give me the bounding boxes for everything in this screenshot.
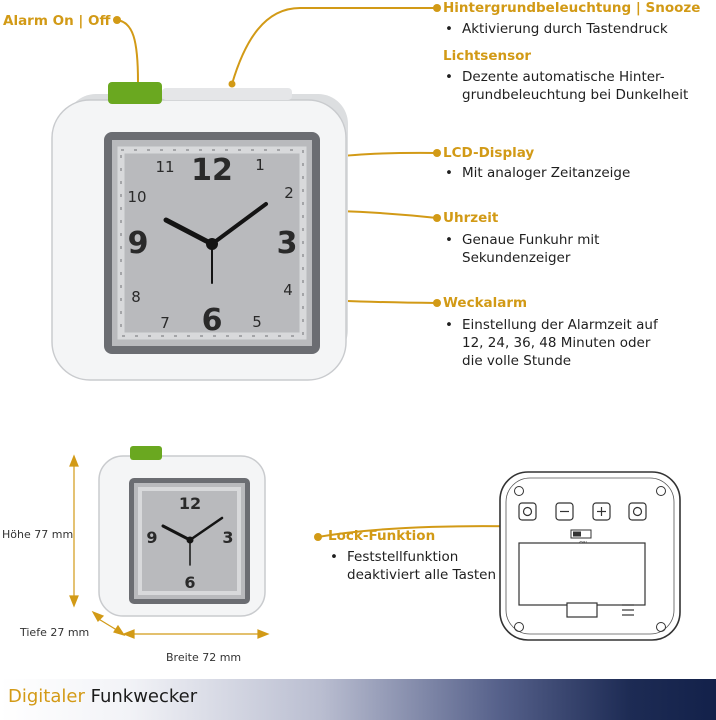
- backlight-title: Hintergrundbeleuchtung | Snooze: [443, 0, 701, 16]
- light-sensor-list: [443, 68, 713, 104]
- svg-text:7: 7: [160, 314, 170, 332]
- leader-backlight: [232, 8, 437, 84]
- list-item: • Genaue Funkuhr mit Sekundenzeiger: [443, 231, 713, 267]
- battery-cover: [519, 543, 645, 605]
- lock-title: Lock-Funktion: [328, 528, 436, 544]
- time-list: [443, 231, 713, 267]
- footer-title: [8, 686, 197, 707]
- back-button-radio[interactable]: [629, 503, 646, 520]
- leader-alarm: [117, 20, 138, 82]
- list-item: • Dezente automatische Hinter- grundbeleuchtung bei Dunkelheit: [443, 68, 713, 104]
- svg-text:9: 9: [127, 226, 149, 261]
- large-clock: [52, 82, 348, 380]
- footer-word-1: Digitaler: [8, 686, 85, 707]
- list-item: • Aktivierung durch Tastendruck: [443, 20, 713, 38]
- depth-dimension: Tiefe 27 mm: [20, 626, 90, 639]
- svg-text:3: 3: [276, 226, 298, 261]
- lcd-list: [443, 164, 713, 182]
- clock-back-view: [500, 472, 680, 640]
- small-clock: [99, 446, 265, 616]
- wake-list: [443, 316, 713, 370]
- list-item: • Einstellung der Alarmzeit auf 12, 24, 36, 48 Minuten oder die volle Stunde: [443, 316, 713, 370]
- svg-text:12: 12: [178, 494, 202, 513]
- svg-text:5: 5: [252, 313, 262, 331]
- svg-text:10: 10: [127, 188, 147, 206]
- alarm-switch[interactable]: [108, 82, 162, 104]
- wake-title: Weckalarm: [443, 295, 528, 311]
- list-item: • Mit analoger Zeitanzeige: [443, 164, 713, 182]
- backlight-list: [443, 20, 713, 38]
- lock-list: [328, 548, 498, 584]
- svg-text:8: 8: [131, 288, 141, 306]
- light-sensor-title: Lichtsensor: [443, 48, 532, 64]
- svg-text:1: 1: [255, 156, 265, 174]
- back-button-alarm[interactable]: [519, 503, 536, 520]
- svg-text:6: 6: [184, 573, 196, 592]
- lcd-title: LCD-Display: [443, 145, 535, 161]
- height-dimension: Höhe 77 mm: [2, 528, 74, 541]
- list-item: • Feststellfunktion deaktiviert alle Tasten: [328, 548, 498, 584]
- svg-text:6: 6: [201, 303, 223, 338]
- footer-word-2: Funkwecker: [90, 686, 198, 707]
- svg-text:3: 3: [222, 528, 234, 547]
- svg-text:11: 11: [155, 158, 175, 176]
- alarm-title: Alarm On | Off: [3, 13, 111, 29]
- svg-text:9: 9: [146, 528, 158, 547]
- svg-text:4: 4: [283, 281, 293, 299]
- width-dimension: Breite 72 mm: [166, 651, 242, 664]
- svg-text:2: 2: [284, 184, 294, 202]
- time-title: Uhrzeit: [443, 210, 499, 226]
- svg-text:12: 12: [191, 153, 233, 188]
